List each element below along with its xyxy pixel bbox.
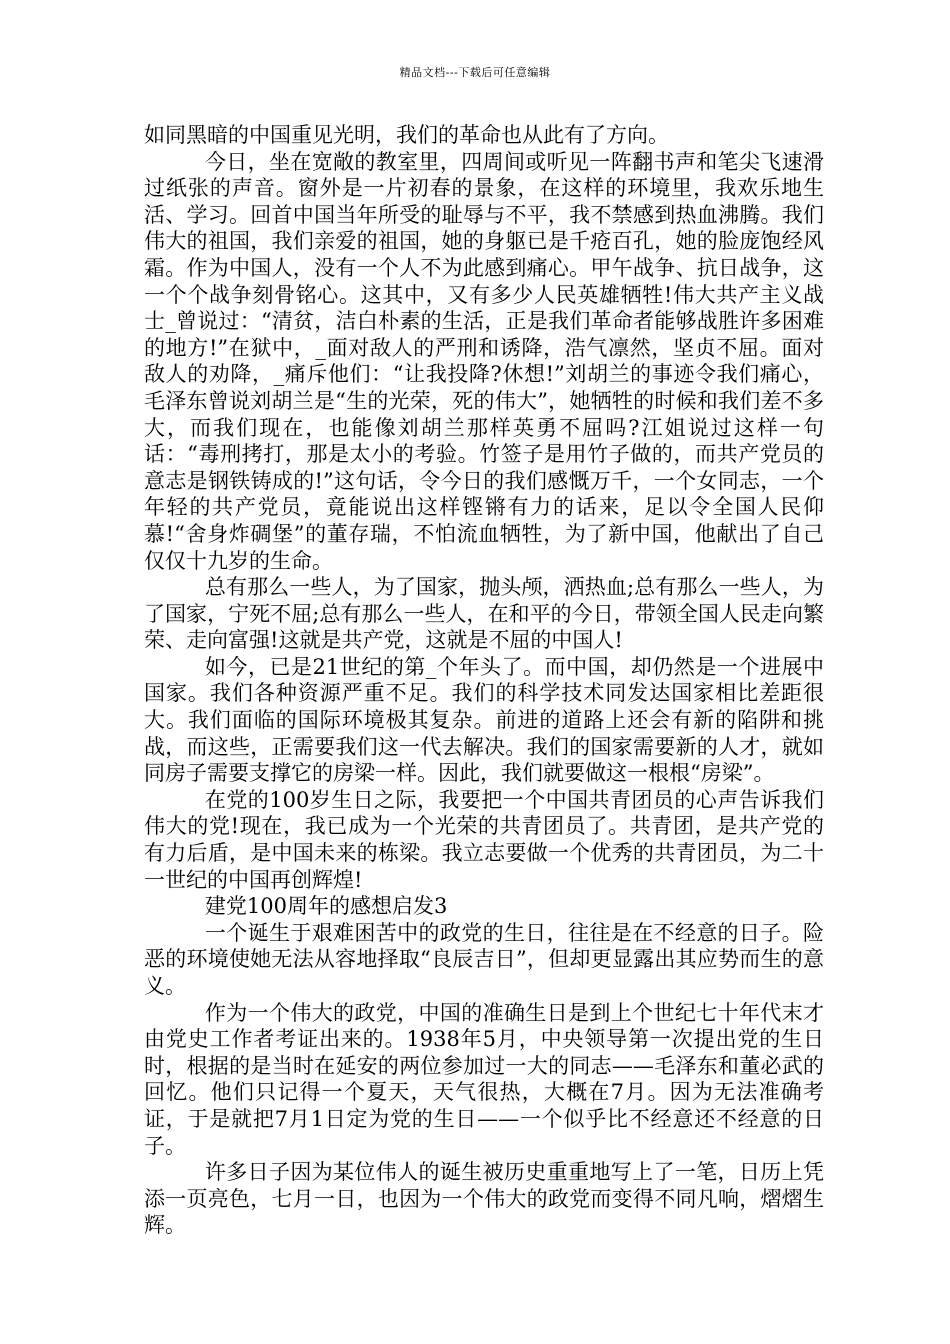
paragraph: 作为一个伟大的政党，中国的准确生日是到上个世纪七十年代末才由党史工作者考证出来的。1938年5月，中央领导第一次提出党的生日时，根据的是当时在延安的两位参加过一大的同志——毛泽东和董必武的回忆。他们只记得一个夏天，天气很热，大概在7月。因为无法准确考证，于是就把7月1日定为党的生日——一个似乎比不经意还不经意的日子。 [144, 1000, 824, 1158]
paragraph: 如今，已是21世纪的第_个年头了。而中国，却仍然是一个进展中国家。我们各种资源严重不足。我们的科学技术同发达国家相比差距很大。我们面临的国际环境极其复杂。前进的道路上还会有新的陷阱和挑战，而这些，正需要我们这一代去解决。我们的国家需要新的人才，就如同房子需要支撑它的房梁一样。因此，我们就要做这一根根“房梁”。 [144, 654, 824, 786]
paragraph: 如同黑暗的中国重见光明，我们的革命也从此有了方向。 [144, 123, 669, 147]
page-header: 精品文档---下载后可任意编辑 [399, 66, 551, 79]
paragraph: 许多日子因为某位伟人的诞生被历史重重地写上了一笔，日历上凭添一页亮色，七月一日，也因为一个伟大的政党而变得不同凡响，熠熠生辉。 [144, 1160, 824, 1238]
paragraph: 总有那么一些人，为了国家，抛头颅，洒热血;总有那么一些人，为了国家，宁死不屈;总有那么一些人，在和平的今日，带领全国人民走向繁荣、走向富强!这就是共产党，这就是不屈的中国人! [144, 575, 824, 653]
paragraph: 一个诞生于艰难困苦中的政党的生日，往往是在不经意的日子。险恶的环境使她无法从容地择取“良辰吉日”，但却更显露出其应势而生的意义。 [144, 920, 824, 998]
document-body [144, 122, 824, 1239]
paragraph: 今日，坐在宽敞的教室里，四周间或听见一阵翻书声和笔尖飞速滑过纸张的声音。窗外是一片初春的景象，在这样的环境里，我欢乐地生活、学习。回首中国当年所受的耻辱与不平，我不禁感到热血沸腾。我们伟大的祖国，我们亲爱的祖国，她的身躯已是千疮百孔，她的脸庞饱经风霜。作为中国人，没有一个人不为此感到痛心。甲午战争、抗日战争，这一个个战争刻骨铭心。这其中，又有多少人民英雄牺牲!伟大共产主义战士_曾说过：“清贫，洁白朴素的生活，正是我们革命者能够战胜许多困难的地方!”在狱中，_面对敌人的严刑和诱降，浩气凛然，坚贞不屈。面对敌人的劝降，_痛斥他们：“让我投降?休想!”刘胡兰的事迹令我们痛心，毛泽东曾说刘胡兰是“生的光荣，死的伟大”，她牺牲的时候和我们差不多大，而我们现在，也能像刘胡兰那样英勇不屈吗?江姐说过这样一句话：“毒刑拷打，那是太小的考验。竹签子是用竹子做的，而共产党员的意志是钢铁铸成的!”这句话，令今日的我们感慨万千，一个女同志，一个年轻的共产党员，竟能说出这样铿锵有力的话来，足以令全国人民仰慕!“舍身炸碉堡”的董存瑞，不怕流血牺牲，为了新中国，他献出了自己仅仅十九岁的生命。 [144, 149, 824, 573]
paragraph: 在党的100岁生日之际，我要把一个中国共青团员的心声告诉我们伟大的党!现在，我已成为一个光荣的共青团员了。共青团，是共产党的有力后盾，是中国未来的栋梁。我立志要做一个优秀的共青团员，为二十一世纪的中国再创辉煌! [144, 787, 824, 892]
section-heading: 建党100周年的感想启发3 [204, 894, 448, 919]
